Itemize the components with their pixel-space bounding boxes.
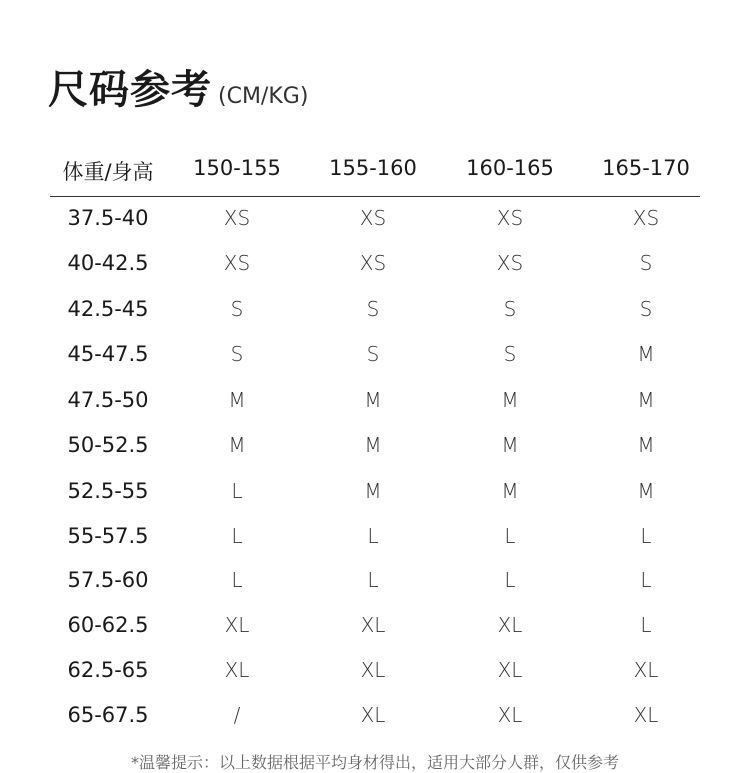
row-weight-label: 50-52.5	[67, 433, 149, 457]
size-cell: M	[228, 433, 246, 457]
size-cell: S	[366, 297, 380, 321]
size-cell: S	[503, 342, 517, 366]
table-row	[50, 564, 700, 600]
size-cell: XL	[497, 658, 523, 682]
size-cell: XL	[360, 658, 386, 682]
title-main: 尺码参考	[48, 67, 212, 113]
size-cell: XS	[496, 206, 524, 230]
row-weight-label: 55-57.5	[67, 524, 149, 548]
size-cell: S	[503, 297, 517, 321]
size-cell: M	[501, 433, 519, 457]
size-cell: L	[231, 524, 243, 548]
header-weight-height: 体重/身高	[62, 160, 154, 184]
row-weight-label: 37.5-40	[67, 206, 149, 230]
table-row	[50, 520, 700, 556]
header-divider	[50, 196, 700, 197]
size-cell: S	[230, 342, 244, 366]
size-cell: S	[366, 342, 380, 366]
size-cell: XL	[360, 613, 386, 637]
row-weight-label: 42.5-45	[67, 297, 149, 321]
table-row	[50, 384, 700, 420]
table-row	[50, 609, 700, 645]
size-cell: L	[367, 524, 379, 548]
row-weight-label: 65-67.5	[67, 703, 149, 727]
footnote: *温馨提示：以上数据根据平均身材得出，适用大部分人群，仅供参考	[130, 753, 619, 772]
table-row	[50, 293, 700, 329]
size-cell: XS	[359, 251, 387, 275]
size-cell: M	[637, 388, 655, 412]
size-cell: M	[364, 479, 382, 503]
size-cell: M	[637, 479, 655, 503]
size-cell: XL	[360, 703, 386, 727]
table-row	[50, 202, 700, 238]
size-cell: XL	[224, 658, 250, 682]
size-cell: L	[504, 568, 516, 592]
size-cell: M	[637, 342, 655, 366]
row-weight-label: 62.5-65	[67, 658, 149, 682]
row-weight-label: 60-62.5	[67, 613, 149, 637]
row-weight-label: 57.5-60	[67, 568, 149, 592]
size-cell: L	[640, 524, 652, 548]
size-cell: L	[367, 568, 379, 592]
size-cell: XL	[633, 658, 659, 682]
size-cell: M	[228, 388, 246, 412]
size-cell: M	[501, 388, 519, 412]
size-cell: L	[231, 568, 243, 592]
header-height-4: 165-170	[602, 156, 690, 180]
row-weight-label: 40-42.5	[67, 251, 149, 275]
table-row	[50, 699, 700, 735]
table-header-row	[50, 150, 700, 190]
size-cell: XL	[224, 613, 250, 637]
page-title	[48, 58, 308, 115]
size-cell: XS	[496, 251, 524, 275]
size-cell: M	[364, 388, 382, 412]
size-cell: XS	[632, 206, 660, 230]
size-cell: S	[230, 297, 244, 321]
table-row	[50, 654, 700, 690]
size-cell: M	[501, 479, 519, 503]
size-cell: XL	[633, 703, 659, 727]
size-cell: XS	[223, 206, 251, 230]
size-cell: M	[637, 433, 655, 457]
header-height-1: 150-155	[193, 156, 281, 180]
row-weight-label: 52.5-55	[67, 479, 149, 503]
size-cell: XS	[223, 251, 251, 275]
table-row	[50, 475, 700, 511]
size-cell: /	[233, 703, 241, 727]
table-row	[50, 247, 700, 283]
size-cell: S	[639, 297, 653, 321]
size-cell: M	[364, 433, 382, 457]
size-cell: XL	[497, 613, 523, 637]
size-cell: L	[504, 524, 516, 548]
title-unit: (CM/KG)	[218, 84, 309, 109]
row-weight-label: 47.5-50	[67, 388, 149, 412]
row-weight-label: 45-47.5	[67, 342, 149, 366]
size-cell: S	[639, 251, 653, 275]
header-height-3: 160-165	[466, 156, 554, 180]
table-row	[50, 338, 700, 374]
size-cell: L	[231, 479, 243, 503]
size-cell: L	[640, 568, 652, 592]
table-row	[50, 429, 700, 465]
header-height-2: 155-160	[329, 156, 417, 180]
size-cell: L	[640, 613, 652, 637]
size-cell: XS	[359, 206, 387, 230]
size-cell: XL	[497, 703, 523, 727]
